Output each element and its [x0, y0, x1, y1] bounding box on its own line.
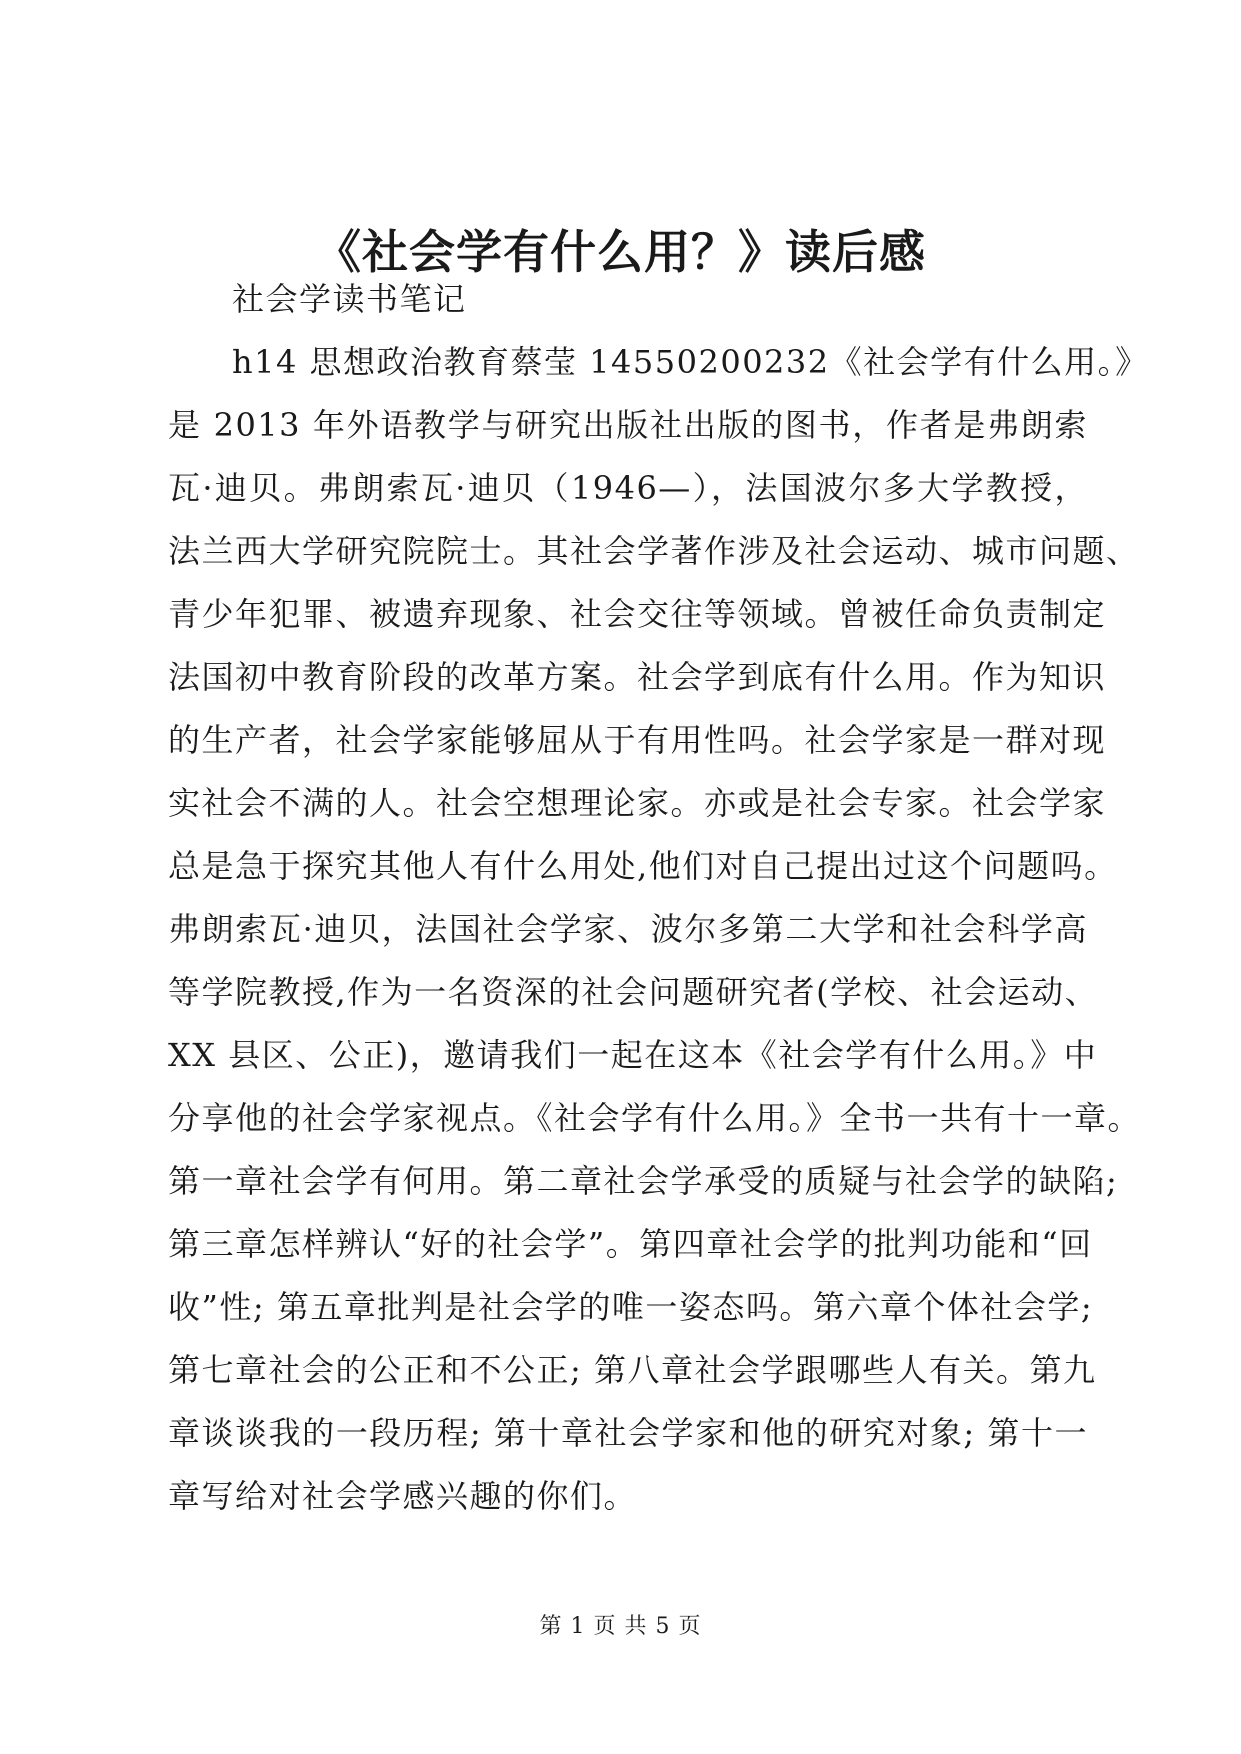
paragraph-line: 法国初中教育阶段的改革方案。社会学到底有什么用。作为知识 [168, 658, 1107, 696]
paragraph-line: 的生产者，社会学家能够屈从于有用性吗。社会学家是一群对现 [168, 721, 1107, 759]
paragraph-line: 瓦·迪贝。弗朗索瓦·迪贝（1946—），法国波尔多大学教授， [168, 469, 1088, 507]
paragraph-line: 是 2013 年外语教学与研究出版社出版的图书，作者是弗朗索 [168, 406, 1088, 444]
paragraph-line: h14 思想政治教育蔡莹 14550200232《社会学有什么用。》 [232, 343, 1149, 381]
document-subtitle: 社会学读书笔记 [232, 280, 467, 318]
paragraph-line: 青少年犯罪、被遗弃现象、社会交往等领域。曾被任命负责制定 [168, 595, 1107, 633]
paragraph-line: 法兰西大学研究院院士。其社会学著作涉及社会运动、城市问题、 [168, 532, 1140, 570]
paragraph-line: XX 县区、公正)，邀请我们一起在这本《社会学有什么用。》中 [168, 1036, 1098, 1074]
paragraph-line: 等学院教授,作为一名资深的社会问题研究者(学校、社会运动、 [168, 973, 1099, 1011]
paragraph-line: 分享他的社会学家视点。《社会学有什么用。》全书一共有十一章。 [168, 1099, 1142, 1137]
body-paragraph [168, 331, 1149, 1528]
paragraph-line: 第一章社会学有何用。第二章社会学承受的质疑与社会学的缺陷; [168, 1162, 1119, 1200]
document-title: 《社会学有什么用？》读后感 [315, 225, 926, 279]
document-body [168, 268, 1149, 1528]
paragraph-line: 实社会不满的人。社会空想理论家。亦或是社会专家。社会学家 [168, 784, 1107, 822]
page-footer: 第 1 页 共 5 页 [539, 1614, 702, 1639]
paragraph-line: 第三章怎样辨认“好的社会学”。第四章社会学的批判功能和“回 [168, 1225, 1093, 1263]
paragraph-line: 弗朗索瓦·迪贝，法国社会学家、波尔多第二大学和社会科学高 [168, 910, 1088, 948]
paragraph-line: 第七章社会的公正和不公正; 第八章社会学跟哪些人有关。第九 [168, 1351, 1097, 1389]
paragraph-line: 总是急于探究其他人有什么用处,他们对自己提出过这个问题吗。 [168, 847, 1118, 885]
paragraph-line: 章写给对社会学感兴趣的你们。 [168, 1477, 638, 1515]
paragraph-line: 章谈谈我的一段历程; 第十章社会学家和他的研究对象; 第十一 [168, 1414, 1088, 1452]
paragraph-line: 收”性; 第五章批判是社会学的唯一姿态吗。第六章个体社会学; [168, 1288, 1094, 1326]
